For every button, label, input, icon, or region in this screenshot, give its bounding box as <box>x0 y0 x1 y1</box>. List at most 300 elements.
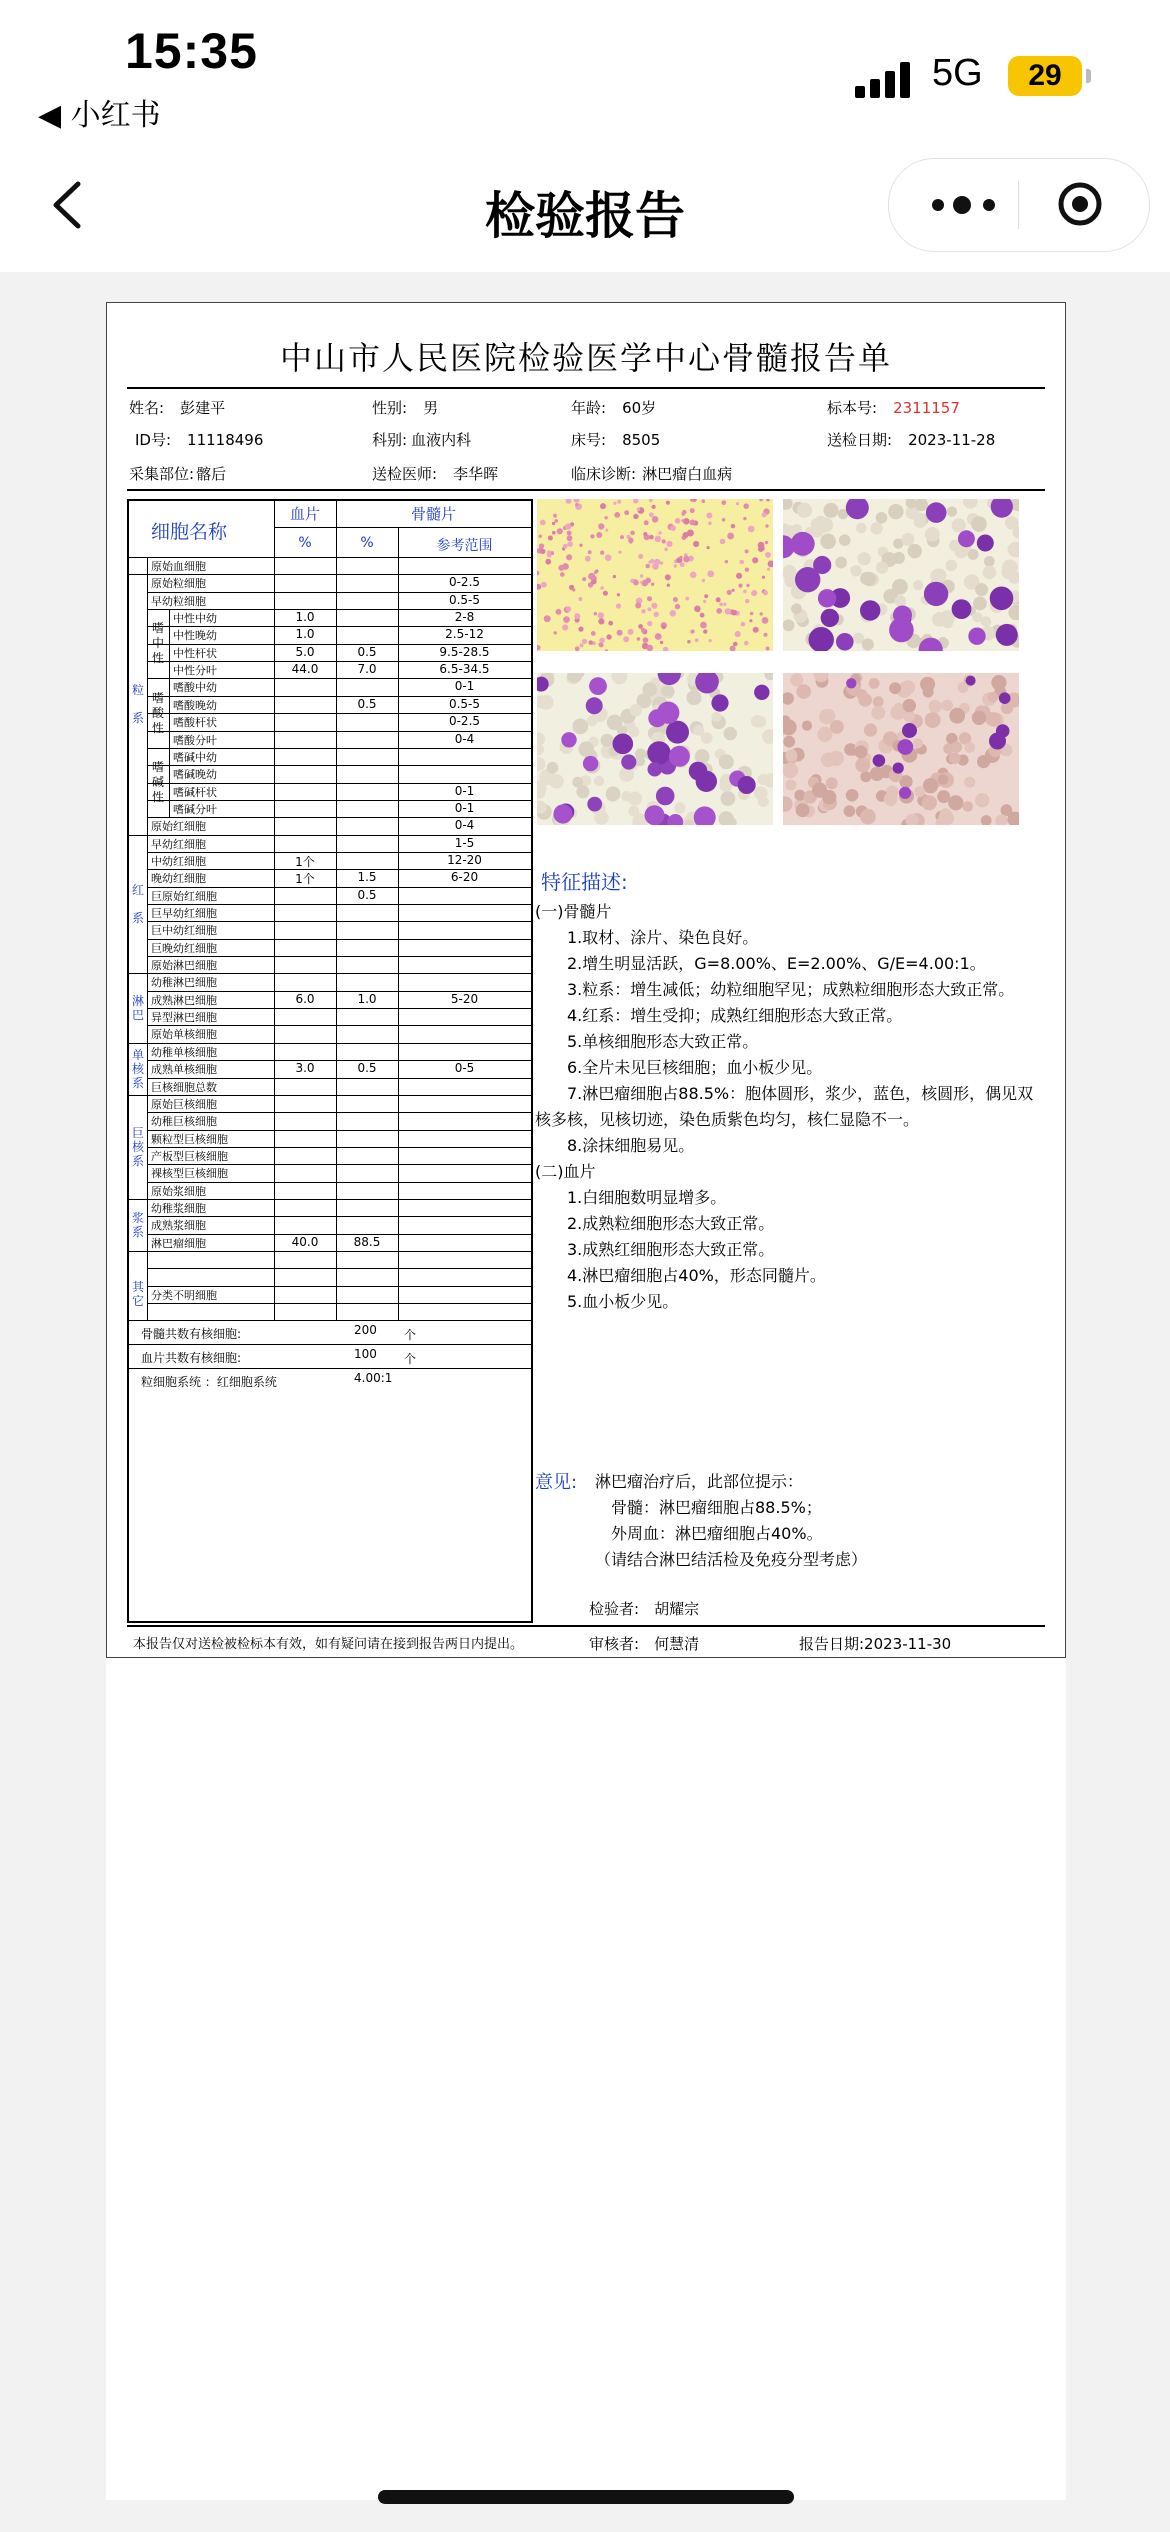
more-dots-icon[interactable] <box>929 196 999 214</box>
cell-dot <box>608 621 613 626</box>
cell-dot <box>743 590 747 594</box>
marrow-value: 0.5 <box>357 644 377 659</box>
cell-dot <box>839 534 851 546</box>
group-label: 淋 巴 <box>131 994 144 1023</box>
network-type: 5G <box>932 52 983 94</box>
cell-dot <box>544 615 551 622</box>
cell-dot <box>876 561 888 573</box>
ref-range: 0-5 <box>454 1061 475 1076</box>
cell-dot <box>621 791 631 801</box>
cell-dot <box>621 754 636 769</box>
cell-dot <box>666 501 670 505</box>
cell-dot <box>719 602 723 606</box>
cell-dot <box>675 604 680 609</box>
cell-dot <box>594 571 597 574</box>
feature-description-title: 特征描述: <box>541 870 628 894</box>
cell-dot <box>762 617 769 624</box>
cell-dot <box>745 599 749 603</box>
cell-dot <box>680 562 685 567</box>
cell-dot <box>892 579 908 595</box>
specimen-field: 标本号: 2311157 <box>827 399 960 417</box>
cell-dot <box>748 526 755 533</box>
cell-dot <box>949 753 961 765</box>
cell-dot <box>604 516 607 519</box>
cell-dot <box>745 568 749 572</box>
battery-tip <box>1086 69 1091 83</box>
cell-dot <box>889 682 901 694</box>
cell-dot <box>675 518 681 524</box>
cell-dot <box>731 610 737 616</box>
cell-dot <box>914 786 925 797</box>
cell-dot <box>628 726 639 737</box>
description-line: 3.成熟红细胞形态大致正常。 <box>535 1240 775 1259</box>
cell-dot <box>846 678 856 688</box>
cell-dot <box>654 612 659 617</box>
cell-dot <box>947 506 957 516</box>
cell-dot <box>736 573 742 579</box>
cell-dot <box>751 715 763 727</box>
cell-dot <box>902 723 917 738</box>
cell-dot <box>791 532 815 556</box>
cell-dot <box>600 586 604 590</box>
cell-dot <box>933 569 947 583</box>
summary-unit: 个 <box>404 1352 417 1367</box>
description-line: 5.血小板少见。 <box>535 1292 679 1311</box>
cell-dot <box>765 524 768 527</box>
ref-range: 0-1 <box>454 783 475 798</box>
cell-dot <box>893 763 904 774</box>
cell-dot <box>556 609 562 615</box>
cell-dot <box>989 733 1006 750</box>
cell-dot <box>727 533 734 540</box>
cell-dot <box>685 597 689 601</box>
cell-dot <box>860 771 871 782</box>
cell-name: 原始浆细胞 <box>151 1184 206 1198</box>
cell-dot <box>913 580 923 590</box>
cell-dot <box>650 559 655 564</box>
page-title: 检验报告 <box>485 187 685 245</box>
cell-dot <box>750 612 754 616</box>
cell-dot <box>703 629 707 633</box>
cell-dot <box>638 624 643 629</box>
cell-dot <box>598 618 604 624</box>
cell-dot <box>540 549 544 553</box>
summary-unit: 个 <box>404 1328 417 1343</box>
cell-dot <box>738 776 756 794</box>
cell-dot <box>553 804 572 823</box>
cell-dot <box>628 538 633 543</box>
cell-dot <box>578 597 582 601</box>
opinion-line: 淋巴瘤治疗后，此部位提示： <box>595 1472 804 1491</box>
blood-value: 6.0 <box>295 991 315 1006</box>
cell-dot <box>711 694 728 711</box>
doctor-field: 送检医师: 李华晖 <box>372 465 499 483</box>
cell-name: 中性分叶 <box>173 664 217 678</box>
cell-dot <box>700 622 707 629</box>
cell-dot <box>926 502 947 523</box>
cell-dot <box>941 700 953 712</box>
cell-dot <box>583 756 598 771</box>
cell-dot <box>856 523 867 534</box>
cell-dot <box>795 567 820 592</box>
cell-dot <box>693 541 699 547</box>
cell-dot <box>645 564 650 569</box>
cell-dot <box>821 609 839 627</box>
cell-dot <box>562 624 568 630</box>
cell-dot <box>925 712 941 728</box>
cell-dot <box>744 641 749 646</box>
cell-dot <box>547 762 559 774</box>
cell-name: 成熟浆细胞 <box>151 1219 206 1233</box>
ref-range: 0.5-5 <box>448 696 481 711</box>
cell-dot <box>605 529 608 532</box>
cell-dot <box>539 535 542 538</box>
marrow-value: 0.5 <box>357 887 377 902</box>
cell-name: 中性中幼 <box>173 612 217 626</box>
cell-dot <box>589 640 593 644</box>
cell-dot <box>814 518 829 533</box>
cell-dot <box>674 564 677 567</box>
cell-dot <box>575 646 580 651</box>
cell-dot <box>614 512 620 518</box>
cell-dot <box>557 528 563 534</box>
cell-dot <box>963 801 974 812</box>
cell-name: 嗜碱晚幼 <box>173 768 217 782</box>
cell-dot <box>567 531 572 536</box>
ref-range: 6.5-34.5 <box>439 662 490 677</box>
cell-dot <box>758 546 764 552</box>
cell-dot <box>690 630 694 634</box>
cell-dot <box>579 544 582 547</box>
cell-dot <box>862 638 874 650</box>
cell-dot <box>655 536 662 543</box>
marrow-value: 0.5 <box>357 696 377 711</box>
cell-dot <box>702 499 706 503</box>
cell-dot <box>857 552 870 565</box>
cell-dot <box>666 721 689 744</box>
cell-dot <box>704 594 708 598</box>
cell-dot <box>578 627 583 632</box>
cell-dot <box>575 503 578 506</box>
cell-dot <box>594 776 604 786</box>
cell-dot <box>613 575 616 578</box>
cell-dot <box>817 727 832 742</box>
cell-dot <box>999 692 1011 704</box>
cell-dot <box>594 811 608 825</box>
cell-dot <box>640 574 643 577</box>
cell-dot <box>977 755 990 768</box>
report-title: 中山市人民医院检验医学中心骨髓报告单 <box>279 339 892 377</box>
cell-dot <box>899 787 911 799</box>
cell-dot <box>1002 565 1017 580</box>
header-ref: 参考范围 <box>436 538 493 554</box>
cell-name: 原始巨核细胞 <box>151 1097 217 1111</box>
cell-name: 嗜碱分叶 <box>173 802 217 816</box>
divider <box>127 1625 1045 1627</box>
cell-dot <box>682 512 685 515</box>
blood-value: 1.0 <box>295 627 315 642</box>
cell-dot <box>541 582 547 588</box>
cell-dot <box>605 554 612 561</box>
home-indicator[interactable] <box>378 2490 794 2504</box>
report-date: 报告日期:2023-11-30 <box>799 1635 952 1653</box>
cell-name: 早幼粒细胞 <box>151 594 206 608</box>
cell-dot <box>554 631 557 634</box>
cell-dot <box>563 544 568 549</box>
bed-field: 床号: 8505 <box>571 431 661 449</box>
group-label: 浆 系 <box>131 1210 144 1239</box>
cell-dot <box>984 556 995 567</box>
cell-dot <box>565 523 571 529</box>
cell-dot <box>647 607 651 611</box>
cell-dot <box>732 589 735 592</box>
cell-name: 嗜碱杆状 <box>173 785 217 799</box>
cell-dot <box>561 732 576 747</box>
cell-name: 产板型巨核细胞 <box>151 1149 228 1163</box>
cell-dot <box>618 551 621 554</box>
cell-dot <box>643 682 657 696</box>
blood-value: 1个 <box>295 854 315 869</box>
summary-label: 粒细胞系统 ：红细胞系统 <box>141 1375 277 1390</box>
cell-dot <box>862 572 876 586</box>
cell-dot <box>603 591 608 596</box>
inspector-field: 检验者: 胡耀宗 <box>589 1600 700 1618</box>
cell-dot <box>648 762 662 776</box>
cell-dot <box>943 743 954 754</box>
cell-dot <box>600 551 604 555</box>
cell-dot <box>869 678 880 689</box>
cell-name: 幼稚淋巴细胞 <box>151 976 217 990</box>
cell-dot <box>687 640 690 643</box>
cell-dot <box>708 522 712 526</box>
cell-dot <box>567 535 573 541</box>
ref-range: 12-20 <box>447 852 482 867</box>
cell-dot <box>821 752 836 767</box>
status-bar <box>0 0 1170 140</box>
cell-name: 裸核型巨核细胞 <box>151 1167 228 1181</box>
opinion-text <box>595 1469 995 1573</box>
cell-dot <box>652 505 656 509</box>
cell-dot <box>641 628 646 633</box>
cell-dot <box>752 557 758 563</box>
cell-dot <box>647 645 654 651</box>
cell-dot <box>707 546 710 549</box>
cell-dot <box>607 715 623 731</box>
header-cell-name: 细胞名称 <box>151 521 228 543</box>
ref-range: 0-2.5 <box>448 714 481 729</box>
summary-value: 200 <box>354 1323 377 1338</box>
cell-dot <box>895 595 907 607</box>
cell-dot <box>660 561 663 564</box>
cell-dot <box>647 596 652 601</box>
cell-dot <box>566 606 571 611</box>
target-close-icon[interactable] <box>1057 181 1103 227</box>
cell-dot <box>558 565 564 571</box>
cell-name: 巨晚幼红细胞 <box>151 941 217 955</box>
cell-dot <box>673 597 678 602</box>
cell-name: 中性杆状 <box>173 646 217 660</box>
cell-dot <box>658 531 661 534</box>
cell-dot <box>925 527 940 542</box>
status-time: 15:35 <box>125 23 258 79</box>
cell-dot <box>652 516 659 523</box>
cell-dot <box>873 696 884 707</box>
cell-dot <box>972 612 982 622</box>
cell-dot <box>855 757 870 772</box>
ref-range: 6-20 <box>450 870 479 885</box>
cell-dot <box>566 554 572 560</box>
cell-dot <box>656 787 675 806</box>
cell-name: 异型淋巴细胞 <box>151 1011 217 1025</box>
cell-dot <box>836 633 854 651</box>
cell-dot <box>968 628 985 645</box>
cell-dot <box>893 552 905 564</box>
cell-dot <box>783 736 795 748</box>
back-to-app-link[interactable]: ◀ 小红书 <box>38 98 161 133</box>
blood-value: 3.0 <box>295 1061 315 1076</box>
cell-dot <box>745 549 749 553</box>
cell-dot <box>721 791 736 806</box>
cell-dot <box>545 559 551 565</box>
cell-dot <box>966 676 976 686</box>
cell-name: 巨原始红细胞 <box>151 889 217 903</box>
cell-dot <box>760 612 763 615</box>
cell-dot <box>670 610 677 617</box>
cell-dot <box>690 572 697 579</box>
cell-dot <box>958 530 975 547</box>
ref-range: 1-5 <box>454 835 475 850</box>
cell-dot <box>598 612 604 618</box>
cell-dot <box>645 805 665 825</box>
smear-photo-3 <box>537 673 773 825</box>
cell-dot <box>555 519 559 523</box>
blood-value: 1.0 <box>295 610 315 625</box>
cell-dot <box>763 590 768 595</box>
cell-dot <box>723 603 726 606</box>
smear-photo-1 <box>537 499 773 651</box>
description-line: 6.全片未见巨核细胞；血小板少见。 <box>535 1058 823 1077</box>
cell-dot <box>783 763 798 778</box>
summary-label: 血片共数有核细胞: <box>141 1351 242 1366</box>
cell-dot <box>696 771 717 792</box>
cell-name: 幼稚浆细胞 <box>151 1201 206 1215</box>
cell-dot <box>720 539 726 545</box>
cell-dot <box>972 711 986 725</box>
cell-dot <box>572 719 588 735</box>
cell-dot <box>574 613 580 619</box>
cell-dot <box>785 749 797 761</box>
cell-dot <box>796 684 811 699</box>
cell-dot <box>613 502 616 505</box>
cell-name: 原始单核细胞 <box>151 1028 217 1042</box>
mini-program-capsule <box>888 158 1150 252</box>
cell-dot <box>665 574 671 580</box>
group-label: 红 系 <box>131 882 144 925</box>
cell-name: 幼稚巨核细胞 <box>151 1115 217 1129</box>
blood-value: 40.0 <box>291 1234 319 1249</box>
cell-dot <box>647 621 652 626</box>
cell-dot <box>579 643 583 647</box>
header-blood: 血片 <box>289 505 320 523</box>
cell-dot <box>679 556 682 559</box>
group-label: 巨 核 系 <box>131 1125 144 1168</box>
cell-dot <box>719 754 734 769</box>
cell-dot <box>738 584 742 588</box>
cell-dot <box>716 608 722 614</box>
cell-dot <box>864 723 877 736</box>
header-marrow: 骨髓片 <box>410 505 456 523</box>
cell-dot <box>908 544 922 558</box>
cell-dot <box>596 532 602 538</box>
marrow-value: 88.5 <box>353 1234 381 1249</box>
cell-dot <box>660 641 663 644</box>
cell-dot <box>754 786 768 800</box>
cell-dot <box>567 541 573 547</box>
cell-dot <box>664 547 668 551</box>
divider <box>127 387 1045 389</box>
group-label: 单 核 系 <box>131 1047 144 1090</box>
cell-dot <box>746 584 749 587</box>
cell-dot <box>600 503 606 509</box>
description-line: (二)血片 <box>535 1162 596 1181</box>
cell-dot <box>901 533 914 546</box>
cell-dot <box>617 593 620 596</box>
cell-name: 巨早幼红细胞 <box>151 907 217 920</box>
cell-dot <box>871 706 885 720</box>
cell-dot <box>670 525 676 531</box>
cell-name: 嗜酸分叶 <box>173 733 217 747</box>
header-pct-marrow: % <box>360 535 374 551</box>
cell-dot <box>870 767 884 781</box>
cell-dot <box>739 560 744 565</box>
cell-dot <box>638 554 643 559</box>
cell-dot <box>594 612 597 615</box>
report-viewer[interactable] <box>106 302 1066 2500</box>
cell-dot <box>540 520 546 526</box>
cell-name: 早幼红细胞 <box>151 837 206 851</box>
ref-range: 0-4 <box>454 818 475 833</box>
cell-name: 原始血细胞 <box>151 560 206 573</box>
blood-value: 44.0 <box>291 662 319 677</box>
cell-dot <box>785 779 796 790</box>
cell-dot <box>764 633 768 637</box>
cell-dot <box>988 692 999 703</box>
cell-dot <box>884 792 898 806</box>
cell-dot <box>797 503 812 518</box>
cell-dot <box>633 514 638 519</box>
ref-range: 0-1 <box>454 679 475 694</box>
cell-dot <box>640 581 643 584</box>
cell-name: 原始粒细胞 <box>151 577 206 591</box>
cell-dot <box>965 742 976 753</box>
cell-name: 颗粒型巨核细胞 <box>151 1132 228 1146</box>
cell-name: 嗜酸杆状 <box>173 716 217 730</box>
cell-dot <box>1001 702 1013 714</box>
blood-value: 5.0 <box>295 644 315 659</box>
description-line: 1.白细胞数明显增多。 <box>535 1188 727 1207</box>
nav-bar <box>0 140 1170 272</box>
ref-range: 0-2.5 <box>448 575 481 590</box>
cell-dot <box>860 809 876 825</box>
cell-dot <box>830 720 844 734</box>
cell-dot <box>549 774 564 789</box>
cell-dot <box>765 552 771 558</box>
cell-dot <box>901 680 915 694</box>
cell-dot <box>683 556 689 562</box>
cell-dot <box>971 516 987 532</box>
cell-dot <box>613 734 634 755</box>
cell-dot <box>889 618 914 643</box>
